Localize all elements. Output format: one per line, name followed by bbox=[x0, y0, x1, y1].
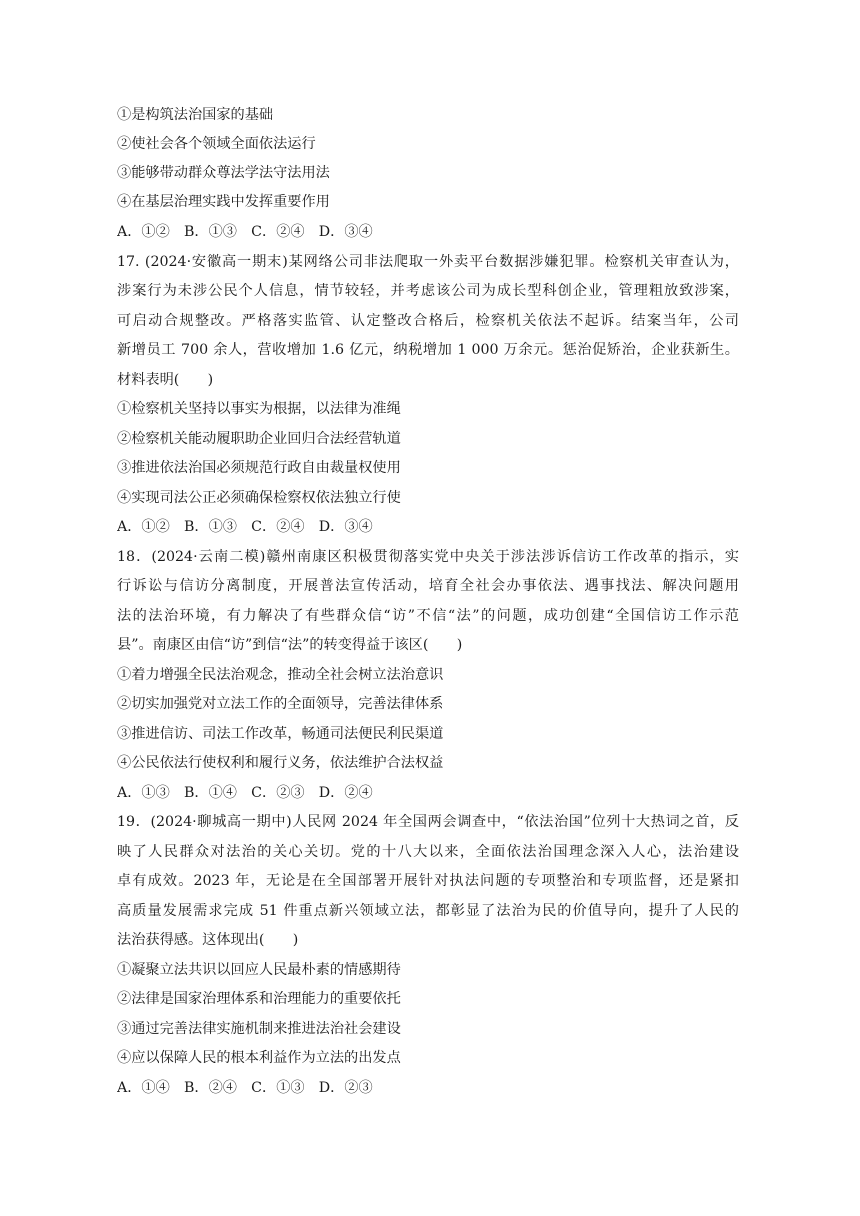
q18-stem-line-3: 法的法治环境，有力解决了有些群众信“访”不信“法”的问题，成功创建“全国信访工作示范 bbox=[117, 608, 739, 624]
q16-option-1: ①是构筑法治国家的基础 bbox=[117, 107, 274, 123]
q17-option-3: ③推进依法治国必须规范行政自由裁量权使用 bbox=[117, 460, 401, 476]
q17-option-2: ②检察机关能动履职助企业回归合法经营轨道 bbox=[117, 431, 401, 447]
q19-option-2: ②法律是国家治理体系和治理能力的重要依托 bbox=[117, 991, 401, 1007]
q19-stem-line-1: 19．(2024·聊城高一期中)人民网 2024 年全国两会调查中，“依法治国”位列十大热词之首，反 bbox=[117, 814, 739, 830]
q19-option-1: ①凝聚立法共识以回应人民最朴素的情感期待 bbox=[117, 962, 401, 978]
q18-option-2: ②切实加强党对立法工作的全面领导，完善法律体系 bbox=[117, 696, 444, 712]
q16-option-2: ②使社会各个领域全面依法运行 bbox=[117, 136, 316, 152]
q17-option-4: ④实现司法公正必须确保检察权依法独立行使 bbox=[117, 490, 401, 506]
q17-option-1: ①检察机关坚持以事实为根据，以法律为准绳 bbox=[117, 401, 401, 417]
q18-answer-choices: A．①③ B．①④ C．②③ D．②④ bbox=[117, 785, 373, 801]
q17-answer-choices: A．①② B．①③ C．②④ D．③④ bbox=[117, 519, 373, 535]
q17-stem-line-1: 17. (2024·安徽高一期末)某网络公司非法爬取一外卖平台数据涉嫌犯罪。检察机关审查认为， bbox=[117, 254, 739, 270]
q19-stem-line-2: 映了人民群众对法治的关心关切。党的十八大以来，全面依法治国理念深入人心，法治建设 bbox=[117, 844, 739, 860]
q18-stem-line-2: 行诉讼与信访分离制度，开展普法宣传活动，培育全社会办事依法、遇事找法、解决问题用 bbox=[117, 578, 739, 594]
q19-option-3: ③通过完善法律实施机制来推进法治社会建设 bbox=[117, 1021, 401, 1037]
q17-stem-line-3: 可启动合规整改。严格落实监管、认定整改合格后，检察机关依法不起诉。结案当年，公司 bbox=[117, 313, 739, 329]
q18-option-1: ①着力增强全民法治观念，推动全社会树立法治意识 bbox=[117, 667, 444, 683]
q19-option-4: ④应以保障人民的根本利益作为立法的出发点 bbox=[117, 1050, 401, 1066]
q19-stem-line-3: 卓有成效。2023 年，无论是在全国部署开展针对执法问题的专项整治和专项监督，还是紧扣 bbox=[117, 873, 739, 889]
q18-option-4: ④公民依法行使权利和履行义务，依法维护合法权益 bbox=[117, 755, 444, 771]
q16-option-4: ④在基层治理实践中发挥重要作用 bbox=[117, 194, 330, 210]
q17-stem-line-5: 材料表明( ) bbox=[117, 372, 214, 388]
q19-stem-line-5: 法治获得感。这体现出( ) bbox=[117, 932, 299, 948]
q19-answer-choices: A．①④ B．②④ C．①③ D．②③ bbox=[117, 1080, 373, 1096]
q18-stem-line-1: 18．(2024·云南二模)赣州南康区积极贯彻落实党中央关于涉法涉诉信访工作改革的指示，实 bbox=[117, 549, 739, 565]
q16-answer-choices: A．①② B．①③ C．②④ D．③④ bbox=[117, 224, 373, 240]
q16-option-3: ③能够带动群众尊法学法守法用法 bbox=[117, 165, 330, 181]
q17-stem-line-4: 新增员工 700 余人，营收增加 1.6 亿元，纳税增加 1 000 万余元。惩治促矫治，企业获新生。 bbox=[117, 342, 739, 358]
q18-option-3: ③推进信访、司法工作改革，畅通司法便民利民渠道 bbox=[117, 726, 444, 742]
q17-stem-line-2: 涉案行为未涉公民个人信息，情节较轻，并考虑该公司为成长型科创企业，管理粗放致涉案， bbox=[117, 283, 739, 299]
q18-stem-line-4: 县”。南康区由信“访”到信“法”的转变得益于该区( ) bbox=[117, 637, 463, 653]
q19-stem-line-4: 高质量发展需求完成 51 件重点新兴领域立法，都彰显了法治为民的价值导向，提升了人民的 bbox=[117, 903, 739, 919]
